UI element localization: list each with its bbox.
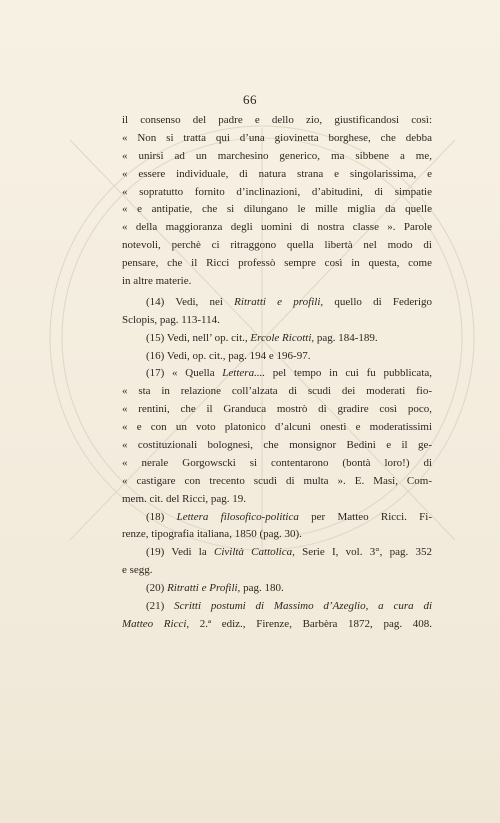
text-segment: renze, tipografia italiana, 1850 (pag. 30). [122, 528, 302, 541]
page-number: 66 [243, 92, 257, 107]
text-segment: « costituzionali bolognesi, che monsignor Bedini e il ge- [122, 439, 432, 452]
text-segment: notevoli, perchè ci ritraggono quella libertà nel modo di [122, 239, 432, 252]
text-segment: « rentini, che il Granduca mostrò di gradire così poco, [122, 403, 432, 416]
text-line [122, 294, 432, 312]
text-segment: quello di Federigo [323, 295, 432, 308]
text-segment: « castigare con trecento scudi di multa ». E. Masi, Com- [122, 474, 432, 487]
text-segment: il consenso del padre e dello zio, giustificandosi così: [122, 114, 432, 126]
text-line [122, 184, 432, 202]
text-segment: pel tempo in cui fu pubblicata, [265, 367, 433, 380]
text-line [122, 201, 432, 219]
text-segment: Serie I, vol. 3°, pag. 352 [294, 546, 432, 559]
text-line [122, 148, 432, 166]
text-segment: in altre materie. [122, 275, 192, 288]
text-segment: mem. cit. del Ricci, pag. 19. [122, 492, 247, 505]
text-line [122, 509, 432, 527]
text-line [122, 255, 432, 273]
text-line [122, 401, 432, 419]
text-segment: « unirsi ad un marchesino generico, ma sibbene a me, [122, 149, 432, 162]
text-segment: « e con un voto platonico d’alcuni onesti e moderatissimi [122, 421, 432, 434]
italic-title: Ritratti e Profili, [167, 582, 241, 595]
text-line [122, 237, 432, 255]
text-line [122, 419, 432, 437]
text-line [122, 491, 432, 509]
text-segment: (20) [146, 582, 168, 595]
italic-title: Civiltà Cattolica, [213, 546, 295, 559]
text-line [122, 544, 432, 562]
text-line [122, 526, 432, 544]
text-segment: (14) Vedi, nei [146, 295, 235, 308]
text-line [122, 112, 432, 130]
italic-title: Scritti postumi di Massimo d’Azeglio, a cura di [174, 600, 433, 613]
text-segment: « e antipatie, che si dilungano le mille miglia da quelle [122, 203, 432, 216]
italic-title: Lettera filosofico-politica [176, 510, 299, 523]
italic-title: Ercole Ricotti, [250, 331, 315, 344]
text-segment: pag. 180. [240, 582, 284, 595]
text-line [122, 383, 432, 401]
text-segment: (15) Vedi, nell’ op. cit., [146, 331, 251, 344]
italic-title: Matteo Ricci, [122, 617, 190, 630]
text-segment: per Matteo Ricci. Fi- [298, 510, 432, 523]
text-segment: pag. 184-189. [314, 331, 378, 344]
text-line [122, 365, 432, 383]
text-segment: (21) [146, 600, 175, 613]
text-line [122, 312, 432, 330]
text-line [122, 437, 432, 455]
text-line [122, 598, 432, 616]
text-segment: 2.ª ediz., Firenze, Barbèra 1872, pag. 408. [189, 617, 432, 630]
text-line [122, 616, 432, 634]
text-segment: (18) [146, 510, 177, 523]
text-line [122, 473, 432, 491]
text-segment: « essere individuale, di natura strana e singolarissima, e [122, 167, 432, 180]
text-line [122, 219, 432, 237]
text-segment: « sopratutto fornito d’inclinazioni, d’abitudini, di simpatie [122, 185, 432, 198]
text-segment: « Non si tratta qui d’una giovinetta borghese, che debba [122, 131, 432, 144]
text-line [122, 130, 432, 148]
text-line [122, 348, 432, 366]
text-line [122, 330, 432, 348]
text-segment: (17) « Quella [146, 367, 223, 380]
text-segment: (19) Vedi la [146, 546, 214, 559]
text-line [122, 580, 432, 598]
text-segment: « sta in relazione coll’alzata di scudi dei moderati fio- [122, 385, 432, 398]
italic-title: Lettera.... [222, 367, 266, 380]
text-line [122, 273, 432, 291]
text-segment: « della maggioranza degli uomini di nostra classe ». Parole [122, 221, 432, 234]
text-line [122, 455, 432, 473]
body-text [122, 112, 432, 634]
text-line [122, 166, 432, 184]
text-segment: e segg. [122, 564, 153, 577]
italic-title: Ritratti e profili, [234, 295, 324, 308]
text-segment: pensare, che il Ricci professò sempre così in questa, come [122, 257, 432, 270]
text-segment: Sclopis, pag. 113-114. [122, 313, 220, 326]
text-line [122, 562, 432, 580]
text-segment: (16) Vedi, op. cit., pag. 194 e 196-97. [146, 349, 311, 362]
text-segment: « nerale Gorgowscki si contentarono (bontà loro!) di [122, 456, 432, 469]
